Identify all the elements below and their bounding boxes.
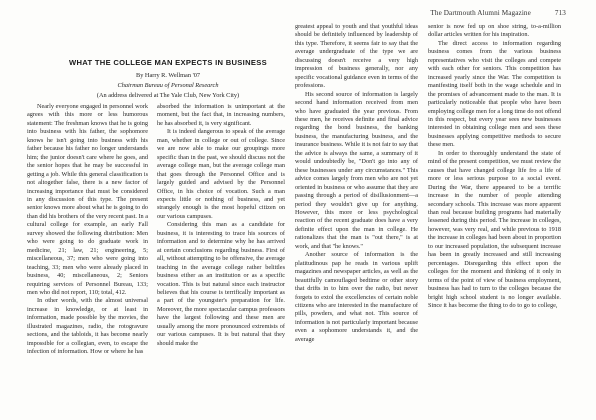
article-byline: By Harry R. Wellman '07 — [136, 72, 200, 79]
article-title: WHAT THE COLLEGE MAN EXPECTS IN BUSINESS — [69, 58, 267, 67]
page-number: 713 — [554, 9, 566, 17]
paragraph: It is indeed dangerous to speak of the average man, whether in college or out of college. Since we are now able to make our groupings more specific than in the past, we should discuss not the average college man, but the average college man that goes through the Personnel Office and is largely guided and advised by the Personnel Office, in his choice of vocation. Such a man expects little or nothing of business, and yet strangely enough is the most hopeful citizen on our various campuses. — [157, 128, 285, 220]
paragraph: senior is now fed up on shoe string, to-a-million dollar articles written for his inspiration. — [428, 23, 561, 39]
text-column-3 — [295, 23, 418, 344]
paragraph: Another source of information is the platitudinous pap he reads in various uplift magazines and newspaper articles, as well as the beautifully camouflaged bedtime or other story that drifts in to him over the radio, but never forgets to extol the excellencies of certain noble citizens who are interested in the manufacture of pills, powders, and what not. This source of information is not particularly important because even a sophomore understands it, and the average — [295, 251, 418, 343]
text-column-2 — [157, 103, 285, 348]
running-head — [430, 9, 566, 17]
paragraph: absorbed the information is unimportant at the moment, but the fact that, in increasing numbers, he has absorbed it, is very significant. — [157, 103, 285, 127]
paragraph: In other words, with the almost universal increase in knowledge, or at least in information, made possible by the movies, the illustrated magazines, radio, the rotogravure sections, and the tabloids, it has become nearly impossible for a collegian, even, to escape the infection of information. How or where he has — [27, 297, 148, 356]
text-column-1 — [27, 103, 148, 357]
address-venue: (An address delivered at The Yale Club, New York City) — [96, 92, 240, 99]
paragraph: The direct access to information regarding business comes from the various business representatives who visit the colleges and compete with each other for seniors. This competition has increased yearly since the War. The competition is manifesting itself both in the wage schedule and in the promises of advancement made to the man. It is particularly noticeable that people who have been employing college men for a long time do not offend in this respect, but every year sees new businesses interested in obtaining college men and sees these businesses applying competitive methods to secure these men. — [428, 39, 561, 149]
paragraph: In order to thoroughly understand the state of mind of the present competition, we must review the causes that have changed college life fro a life of more or less serious purpose to a social event. During the War, there appeared to be a terrific increase in the number of people attending secondary schools. This increase was more apparent than real because building programs had materially lessened during this period. The increase in colleges, however, was very real, and while previous to 1918 the increase in colleges had been about in proportion to our increased population, the subsequent increase has been in greatly increased and still increasing percentages. Disregarding this effect upon the colleges for the moment and thinking of it only in terms of the point of view of business employment, business has had to turn to the colleges because the bright high school student is no longer available. Since it has become the thing to do to go to college, — [428, 149, 561, 309]
magazine-name: The Dartmouth Alumni Magazine — [430, 9, 531, 17]
paragraph: Considering this man as a candidate for business, it is interesting to trace his sources of information and to determine why he has arrived at certain conclusions regarding business. First of all, without attempting to be offensive, the average teaching in the average college rather belittles business either as an institution or as a specific vocation. This is but natural since each instructor believes that his course is terrifically important as a part of the youngster's preparation for life. Moreover, the more spectacular campus professors have the largest following and these men are usually among the more pronounced extremists of our various campuses. It is but natural that they should make the — [157, 221, 285, 347]
text-column-4 — [428, 23, 561, 310]
paragraph: Nearly everyone engaged in personnel work agrees with this more or less humorous statement: The freshman knows that he is going into business with his father, the sophomore knows he isn't going into business with his father because his father no longer understands him; the junior doesn't care where he goes, and the senior hopes that he may be successful in getting a job. While this general classification is not altogether false, there is a new factor of increasing importance that must be considered in any discussion of this type. The present senior knows more about what he is going to do than did his brothers of the very recent past. In a cultural college for example, an early Fall survey showed the following distribution: Men who were going to do graduate work in medicine, 21; law, 21; engineering, 5; miscellaneous, 37; men who were going into teaching, 33; men who were already placed in business, 40; miscellaneous, 2; Seniors requiring services of Personnel Bureau, 133; men who did not report, 110; total, 412. — [27, 103, 148, 296]
author-position: Chairman Bureau of Personal Research — [117, 82, 219, 89]
paragraph: His second source of information is largely second hand information received from men who have graduated the year previous. From these men, he receives definite and final advice regarding the bond business, the banking business, the manufacturing business, and the insurance business. While it is not fair to say that the advice is always the same, a summary of it would undoubtedly be, "Don't go into any of these businesses under any circumstances." This advice comes largely from men who are not yet oriented in business or who assume that they are passing through a period of disillusionment—a period they wouldn't give up for anything. However, this more or less psychological reaction of the recent graduate does have a very definite effect upon the man in college. He rationalizes that the man is "out there," is at work, and that "he knows." — [295, 90, 418, 250]
paragraph: greatest appeal to youth and that youthful ideas should be definitely influenced by leadership of this type. Therefore, it seems fair to say that the average undergraduate of the type we are discussing doesn't receive a very high impression of business generally, nor any specific vocational guidance even in terms of the professions. — [295, 23, 418, 90]
